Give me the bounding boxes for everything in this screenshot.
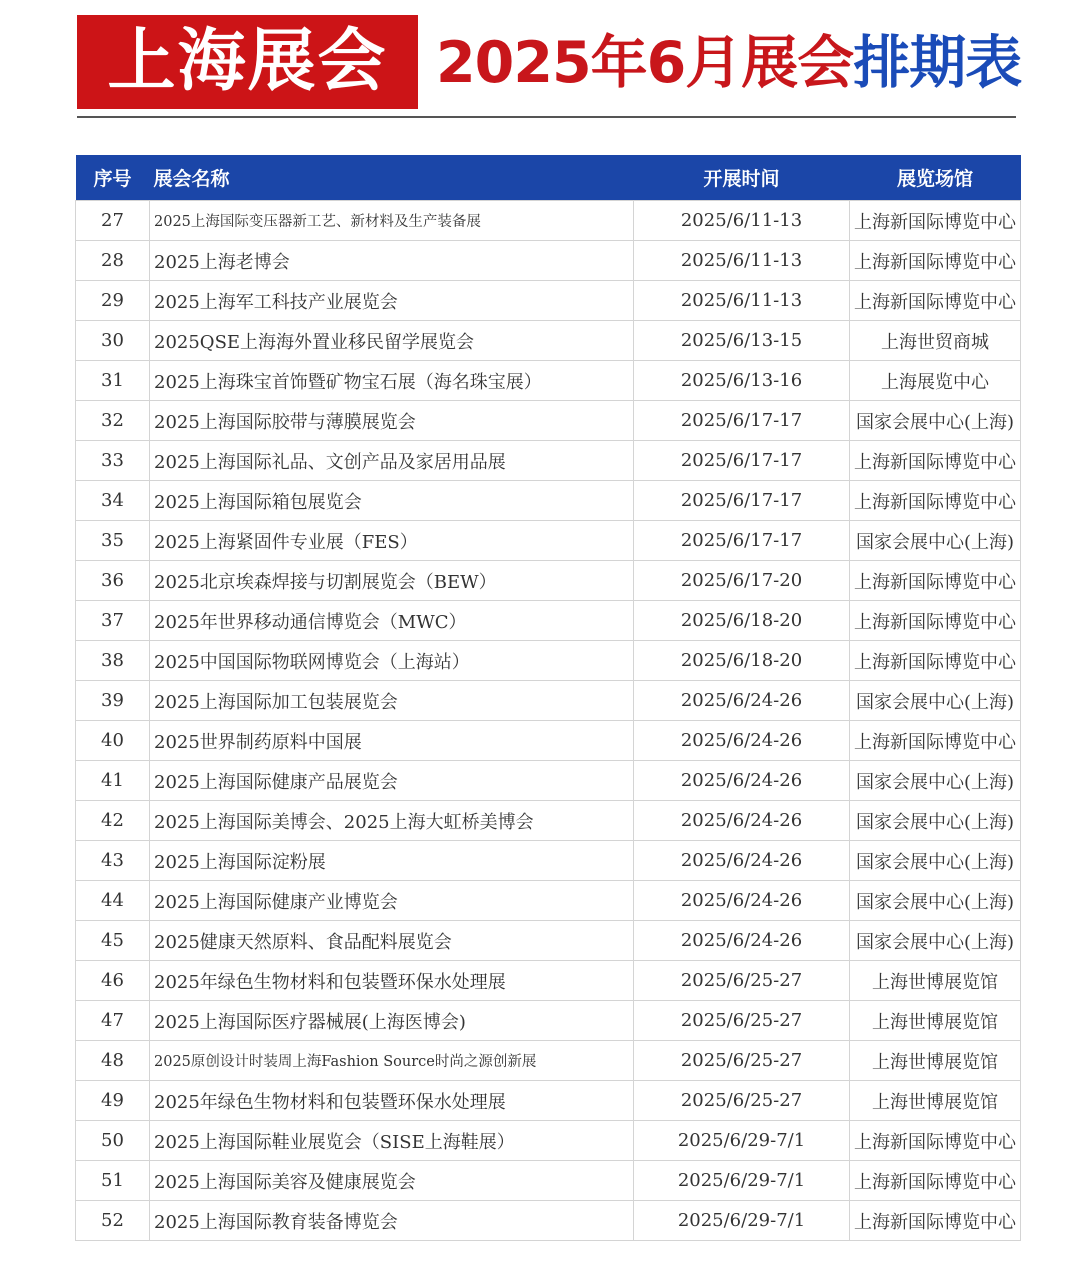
exhibition-date: 2025/6/24-26 bbox=[634, 841, 850, 881]
exhibition-name: 2025健康天然原料、食品配料展览会 bbox=[150, 921, 634, 961]
exhibition-venue: 上海新国际博览中心 bbox=[850, 721, 1021, 761]
exhibition-date: 2025/6/17-17 bbox=[634, 441, 850, 481]
row-number: 29 bbox=[76, 281, 150, 321]
column-header-number: 序号 bbox=[76, 155, 150, 201]
exhibition-date: 2025/6/18-20 bbox=[634, 641, 850, 681]
table-row bbox=[76, 401, 1021, 441]
exhibition-venue: 上海新国际博览中心 bbox=[850, 1201, 1021, 1241]
exhibition-venue: 国家会展中心(上海) bbox=[850, 881, 1021, 921]
table-row bbox=[76, 441, 1021, 481]
row-number: 36 bbox=[76, 561, 150, 601]
row-number: 45 bbox=[76, 921, 150, 961]
row-number: 42 bbox=[76, 801, 150, 841]
exhibition-name: 2025上海国际胶带与薄膜展览会 bbox=[150, 401, 634, 441]
exhibition-name: 2025北京埃森焊接与切割展览会（BEW） bbox=[150, 561, 634, 601]
table-row bbox=[76, 761, 1021, 801]
table-row bbox=[76, 241, 1021, 281]
exhibition-date: 2025/6/29-7/1 bbox=[634, 1121, 850, 1161]
row-number: 35 bbox=[76, 521, 150, 561]
table-row bbox=[76, 601, 1021, 641]
exhibition-name: 2025上海国际美博会、2025上海大虹桥美博会 bbox=[150, 801, 634, 841]
exhibition-name: 2025上海老博会 bbox=[150, 241, 634, 281]
exhibition-venue: 上海新国际博览中心 bbox=[850, 201, 1021, 241]
table-row bbox=[76, 641, 1021, 681]
exhibition-venue: 上海世博展览馆 bbox=[850, 961, 1021, 1001]
exhibition-venue: 国家会展中心(上海) bbox=[850, 401, 1021, 441]
row-number: 38 bbox=[76, 641, 150, 681]
exhibition-date: 2025/6/24-26 bbox=[634, 801, 850, 841]
exhibition-name: 2025上海珠宝首饰暨矿物宝石展（海名珠宝展） bbox=[150, 361, 634, 401]
table-row bbox=[76, 681, 1021, 721]
exhibition-name: 2025上海国际医疗器械展(上海医博会) bbox=[150, 1001, 634, 1041]
exhibition-name: 2025原创设计时装周上海Fashion Source时尚之源创新展 bbox=[150, 1041, 634, 1081]
exhibition-venue: 国家会展中心(上海) bbox=[850, 521, 1021, 561]
exhibition-venue: 国家会展中心(上海) bbox=[850, 921, 1021, 961]
exhibition-date: 2025/6/29-7/1 bbox=[634, 1201, 850, 1241]
table-row bbox=[76, 521, 1021, 561]
title-blue-part: 排期表 bbox=[853, 29, 1022, 96]
table-row bbox=[76, 921, 1021, 961]
exhibition-name: 2025上海国际美容及健康展览会 bbox=[150, 1161, 634, 1201]
table-row bbox=[76, 721, 1021, 761]
exhibition-date: 2025/6/24-26 bbox=[634, 721, 850, 761]
table-row bbox=[76, 281, 1021, 321]
exhibition-venue: 上海新国际博览中心 bbox=[850, 1161, 1021, 1201]
exhibition-date: 2025/6/11-13 bbox=[634, 241, 850, 281]
row-number: 43 bbox=[76, 841, 150, 881]
table-header bbox=[76, 155, 1021, 201]
exhibition-date: 2025/6/13-16 bbox=[634, 361, 850, 401]
schedule-table bbox=[75, 155, 1021, 1241]
exhibition-venue: 上海新国际博览中心 bbox=[850, 1121, 1021, 1161]
exhibition-date: 2025/6/17-17 bbox=[634, 521, 850, 561]
table-row bbox=[76, 1041, 1021, 1081]
exhibition-name: 2025上海国际教育装备博览会 bbox=[150, 1201, 634, 1241]
exhibition-date: 2025/6/24-26 bbox=[634, 881, 850, 921]
row-number: 30 bbox=[76, 321, 150, 361]
exhibition-venue: 上海新国际博览中心 bbox=[850, 481, 1021, 521]
title-badge bbox=[77, 15, 418, 109]
exhibition-date: 2025/6/29-7/1 bbox=[634, 1161, 850, 1201]
exhibition-venue: 上海新国际博览中心 bbox=[850, 601, 1021, 641]
table-row bbox=[76, 1121, 1021, 1161]
exhibition-name: 2025年绿色生物材料和包装暨环保水处理展 bbox=[150, 961, 634, 1001]
exhibition-venue: 上海世贸商城 bbox=[850, 321, 1021, 361]
exhibition-name: 2025年世界移动通信博览会（MWC） bbox=[150, 601, 634, 641]
row-number: 37 bbox=[76, 601, 150, 641]
exhibition-venue: 上海世博展览馆 bbox=[850, 1081, 1021, 1121]
table-row bbox=[76, 361, 1021, 401]
exhibition-date: 2025/6/25-27 bbox=[634, 961, 850, 1001]
page-header bbox=[0, 0, 1080, 125]
row-number: 31 bbox=[76, 361, 150, 401]
exhibition-name: 2025上海紧固件专业展（FES） bbox=[150, 521, 634, 561]
exhibition-venue: 国家会展中心(上海) bbox=[850, 801, 1021, 841]
exhibition-date: 2025/6/11-13 bbox=[634, 281, 850, 321]
exhibition-venue: 上海新国际博览中心 bbox=[850, 641, 1021, 681]
exhibition-venue: 上海世博展览馆 bbox=[850, 1001, 1021, 1041]
exhibition-date: 2025/6/24-26 bbox=[634, 921, 850, 961]
exhibition-name: 2025上海军工科技产业展览会 bbox=[150, 281, 634, 321]
table-row bbox=[76, 321, 1021, 361]
row-number: 44 bbox=[76, 881, 150, 921]
exhibition-venue: 国家会展中心(上海) bbox=[850, 761, 1021, 801]
exhibition-date: 2025/6/17-20 bbox=[634, 561, 850, 601]
exhibition-name: 2025QSE上海海外置业移民留学展览会 bbox=[150, 321, 634, 361]
exhibition-venue: 上海展览中心 bbox=[850, 361, 1021, 401]
row-number: 52 bbox=[76, 1201, 150, 1241]
exhibition-venue: 上海新国际博览中心 bbox=[850, 441, 1021, 481]
row-number: 47 bbox=[76, 1001, 150, 1041]
exhibition-name: 2025上海国际箱包展览会 bbox=[150, 481, 634, 521]
row-number: 41 bbox=[76, 761, 150, 801]
exhibition-date: 2025/6/18-20 bbox=[634, 601, 850, 641]
header-divider bbox=[77, 116, 1016, 118]
column-header-name: 展会名称 bbox=[150, 155, 634, 201]
exhibition-name: 2025上海国际淀粉展 bbox=[150, 841, 634, 881]
row-number: 33 bbox=[76, 441, 150, 481]
exhibition-name: 2025年绿色生物材料和包装暨环保水处理展 bbox=[150, 1081, 634, 1121]
table-row bbox=[76, 561, 1021, 601]
table-row bbox=[76, 1081, 1021, 1121]
exhibition-date: 2025/6/11-13 bbox=[634, 201, 850, 241]
exhibition-name: 2025中国国际物联网博览会（上海站） bbox=[150, 641, 634, 681]
row-number: 27 bbox=[76, 201, 150, 241]
table-row bbox=[76, 1201, 1021, 1241]
exhibition-name: 2025世界制药原料中国展 bbox=[150, 721, 634, 761]
row-number: 50 bbox=[76, 1121, 150, 1161]
table-body bbox=[76, 201, 1021, 1241]
table-row bbox=[76, 961, 1021, 1001]
row-number: 49 bbox=[76, 1081, 150, 1121]
row-number: 39 bbox=[76, 681, 150, 721]
title-red-part: 2025年6月展会 bbox=[436, 29, 854, 96]
exhibition-venue: 国家会展中心(上海) bbox=[850, 681, 1021, 721]
exhibition-venue: 上海新国际博览中心 bbox=[850, 561, 1021, 601]
row-number: 51 bbox=[76, 1161, 150, 1201]
table-row bbox=[76, 1001, 1021, 1041]
exhibition-date: 2025/6/25-27 bbox=[634, 1081, 850, 1121]
page-title bbox=[436, 28, 1021, 98]
exhibition-date: 2025/6/13-15 bbox=[634, 321, 850, 361]
row-number: 32 bbox=[76, 401, 150, 441]
row-number: 34 bbox=[76, 481, 150, 521]
table-row bbox=[76, 201, 1021, 241]
exhibition-date: 2025/6/24-26 bbox=[634, 681, 850, 721]
exhibition-date: 2025/6/17-17 bbox=[634, 481, 850, 521]
exhibition-venue: 上海世博展览馆 bbox=[850, 1041, 1021, 1081]
exhibition-name: 2025上海国际加工包装展览会 bbox=[150, 681, 634, 721]
schedule-table-container bbox=[75, 155, 1020, 1241]
table-row bbox=[76, 881, 1021, 921]
column-header-date: 开展时间 bbox=[634, 155, 850, 201]
row-number: 28 bbox=[76, 241, 150, 281]
column-header-venue: 展览场馆 bbox=[850, 155, 1021, 201]
table-row bbox=[76, 801, 1021, 841]
exhibition-name: 2025上海国际健康产业博览会 bbox=[150, 881, 634, 921]
table-row bbox=[76, 1161, 1021, 1201]
row-number: 40 bbox=[76, 721, 150, 761]
badge-text: 上海展会 bbox=[107, 22, 388, 101]
exhibition-venue: 上海新国际博览中心 bbox=[850, 281, 1021, 321]
exhibition-name: 2025上海国际健康产品展览会 bbox=[150, 761, 634, 801]
exhibition-name: 2025上海国际变压器新工艺、新材料及生产装备展 bbox=[150, 201, 634, 241]
exhibition-name: 2025上海国际鞋业展览会（SISE上海鞋展） bbox=[150, 1121, 634, 1161]
exhibition-date: 2025/6/25-27 bbox=[634, 1001, 850, 1041]
table-row bbox=[76, 481, 1021, 521]
table-row bbox=[76, 841, 1021, 881]
row-number: 48 bbox=[76, 1041, 150, 1081]
exhibition-venue: 上海新国际博览中心 bbox=[850, 241, 1021, 281]
row-number: 46 bbox=[76, 961, 150, 1001]
exhibition-name: 2025上海国际礼品、文创产品及家居用品展 bbox=[150, 441, 634, 481]
exhibition-date: 2025/6/25-27 bbox=[634, 1041, 850, 1081]
exhibition-date: 2025/6/17-17 bbox=[634, 401, 850, 441]
exhibition-venue: 国家会展中心(上海) bbox=[850, 841, 1021, 881]
exhibition-date: 2025/6/24-26 bbox=[634, 761, 850, 801]
